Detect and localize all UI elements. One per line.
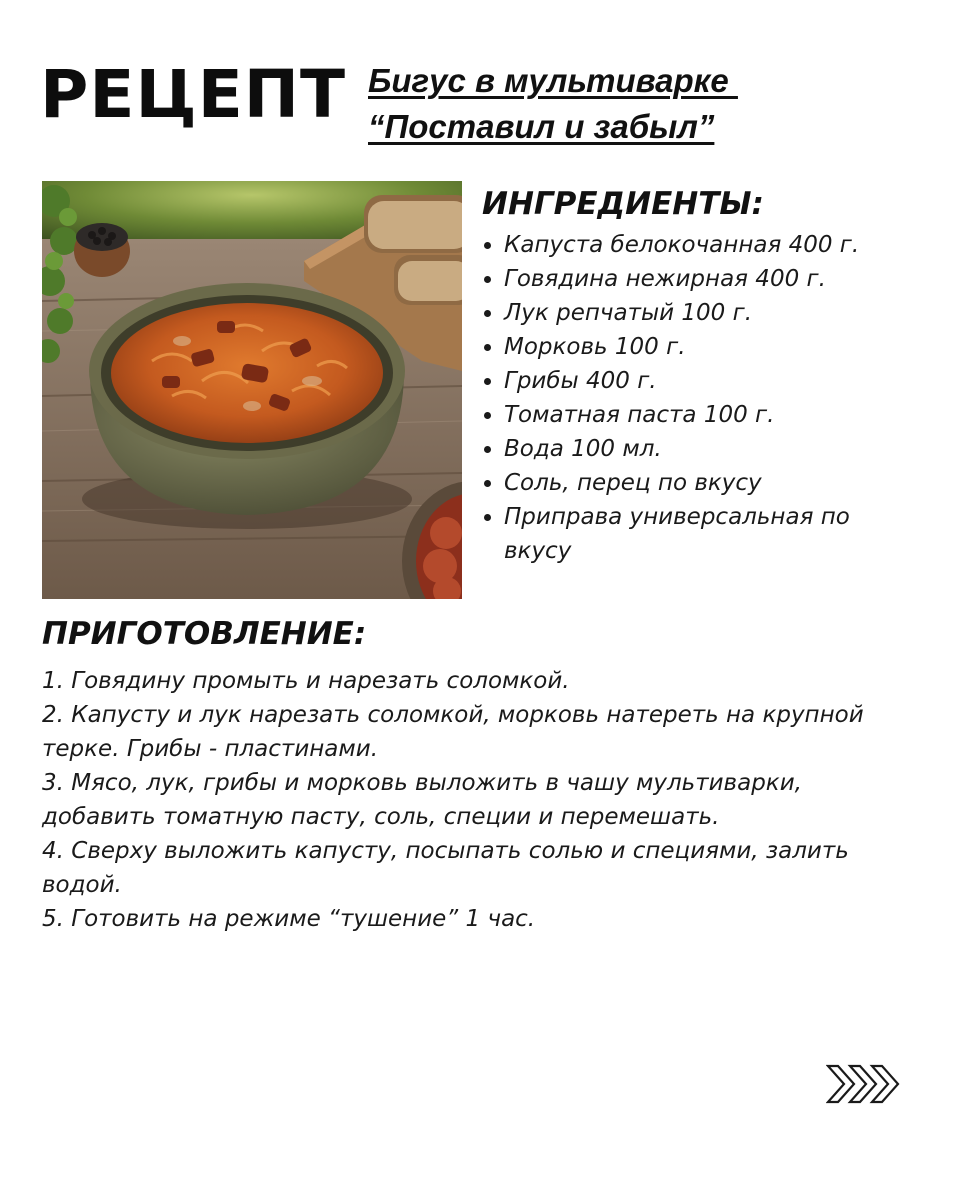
preparation-step-text: 3. Мясо, лук, грибы и морковь выложить в чашу мультиварки,	[42, 770, 802, 796]
ingredient-text: Морковь 100 г.	[504, 334, 686, 360]
preparation-step-text: 1. Говядину промыть и нарезать соломкой.	[42, 668, 570, 694]
preparation-step-text: 2. Капусту и лук нарезать соломкой, морковь натереть на крупной	[42, 702, 864, 728]
ingredient-item	[482, 262, 922, 296]
ingredient-text: Лук репчатый 100 г.	[504, 300, 753, 326]
preparation-heading: ПРИГОТОВЛЕНИЕ:	[42, 616, 367, 652]
preparation-step	[42, 698, 922, 766]
preparation-step-text: водой.	[42, 872, 122, 898]
ingredient-item	[482, 432, 922, 466]
ingredient-text: Грибы 400 г.	[504, 368, 657, 394]
preparation-steps	[42, 664, 922, 936]
preparation-step-text: добавить томатную пасту, соль, специи и перемешать.	[42, 804, 720, 830]
preparation-step-text: терке. Грибы - пластинами.	[42, 736, 379, 762]
ingredient-item	[482, 466, 922, 500]
recipe-title-line-2: “Поставил и забыл”	[368, 108, 715, 145]
ingredient-text: Капуста белокочанная 400 г.	[504, 232, 860, 258]
recipe-heading: РЕЦЕПТ	[40, 56, 347, 133]
preparation-step-text: 4. Сверху выложить капусту, посыпать солью и специями, залить	[42, 838, 849, 864]
ingredient-item	[482, 398, 922, 432]
ingredient-text: Соль, перец по вкусу	[504, 470, 762, 496]
preparation-step	[42, 766, 922, 834]
preparation-step-text: 5. Готовить на режиме “тушение” 1 час.	[42, 906, 536, 932]
preparation-step	[42, 902, 922, 936]
ingredient-text: Вода 100 мл.	[504, 436, 662, 462]
preparation-step	[42, 834, 922, 902]
preparation-step	[42, 664, 922, 698]
ingredient-item	[482, 500, 922, 568]
ingredient-text: Томатная паста 100 г.	[504, 402, 775, 428]
triple-chevron-right-icon[interactable]	[826, 1062, 902, 1106]
recipe-title	[368, 58, 738, 150]
ingredient-item	[482, 296, 922, 330]
ingredients-heading: ИНГРЕДИЕНТЫ:	[482, 186, 764, 222]
ingredient-text: вкусу	[504, 538, 572, 564]
ingredient-item	[482, 228, 922, 262]
ingredient-item	[482, 364, 922, 398]
ingredient-item	[482, 330, 922, 364]
ingredient-text: Приправа универсальная по	[504, 504, 850, 530]
recipe-title-line-1: Бигус в мультиварке	[368, 62, 738, 99]
ingredients-list	[482, 228, 922, 568]
dish-photo	[42, 181, 462, 599]
ingredient-text: Говядина нежирная 400 г.	[504, 266, 826, 292]
